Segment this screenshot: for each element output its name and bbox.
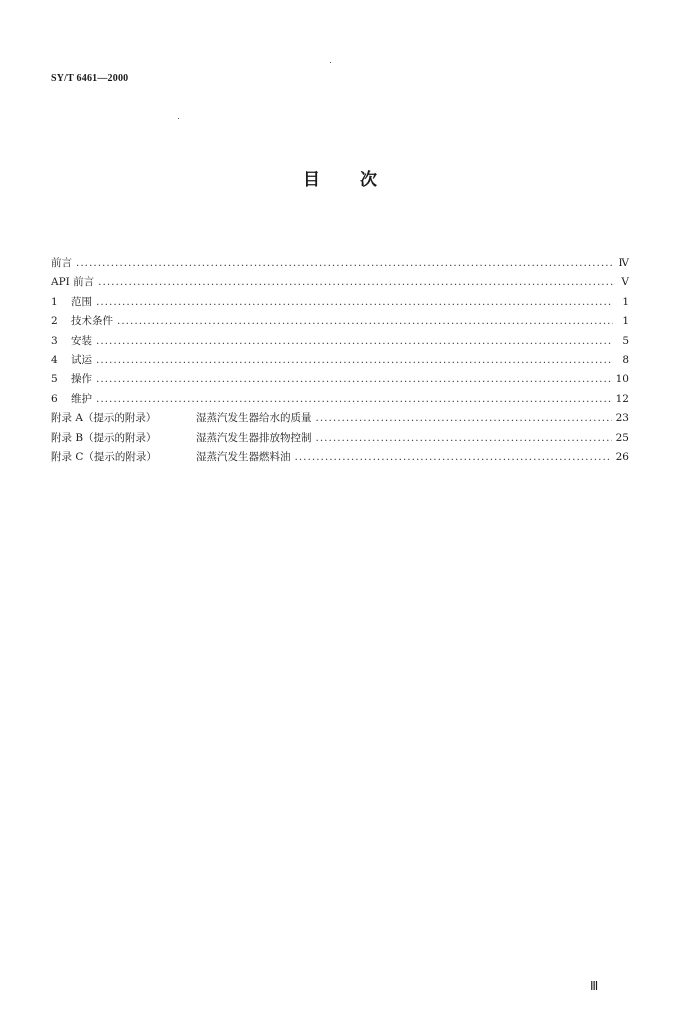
dot-leader xyxy=(96,373,612,385)
appendix-title: 湿蒸汽发生器燃料油 xyxy=(196,450,291,463)
toc-entry-number: 5 xyxy=(51,373,58,386)
dot-leader xyxy=(96,335,613,347)
page-title xyxy=(0,165,680,190)
toc-entry-appendix-c[interactable] xyxy=(51,449,629,468)
toc-entry-appendix-b[interactable] xyxy=(51,430,629,449)
standard-code: SY/T 6461—2000 xyxy=(51,73,129,84)
dot-leader xyxy=(295,451,612,463)
toc-entry-number: 1 xyxy=(51,295,58,308)
appendix-title: 湿蒸汽发生器排放物控制 xyxy=(196,431,312,444)
toc-entry-label: 前言 xyxy=(51,257,72,269)
dot-leader xyxy=(96,354,613,366)
title-char-2: 次 xyxy=(360,170,377,190)
scan-speck xyxy=(178,118,179,119)
toc-entry-page: 10 xyxy=(615,373,629,386)
toc-entry-installation[interactable] xyxy=(51,333,629,352)
toc-entry-label: 安装 xyxy=(71,334,92,347)
dot-leader xyxy=(117,315,613,327)
toc-entry-appendix-a[interactable] xyxy=(51,410,629,429)
dot-leader xyxy=(316,432,612,444)
toc-entry-page: Ⅳ xyxy=(618,257,629,269)
toc-entry-page: 5 xyxy=(622,334,629,347)
toc-entry-page: 1 xyxy=(622,295,629,308)
appendix-title: 湿蒸汽发生器给水的质量 xyxy=(196,412,312,425)
scan-speck xyxy=(330,62,331,63)
toc-entry-page: 25 xyxy=(615,431,629,444)
toc-entry-number: 2 xyxy=(51,315,58,328)
dot-leader xyxy=(96,393,612,405)
appendix-label: 附录 A（提示的附录） xyxy=(51,412,157,425)
toc-entry-api-foreword[interactable] xyxy=(51,274,629,293)
title-char-1: 目 xyxy=(303,170,320,190)
dot-leader xyxy=(98,276,613,288)
table-of-contents xyxy=(51,255,629,468)
toc-entry-label: 试运 xyxy=(71,353,92,366)
toc-entry-label: 范围 xyxy=(71,295,92,308)
dot-leader xyxy=(76,257,613,269)
toc-entry-page: 26 xyxy=(615,450,629,463)
toc-entry-page: 23 xyxy=(615,412,629,425)
toc-entry-trial-run[interactable] xyxy=(51,352,629,371)
dot-leader xyxy=(316,412,612,424)
toc-entry-label: 操作 xyxy=(71,373,92,386)
toc-entry-maintenance[interactable] xyxy=(51,391,629,410)
appendix-label: 附录 B（提示的附录） xyxy=(51,431,157,444)
toc-entry-label: 维护 xyxy=(71,392,92,405)
toc-entry-number: 6 xyxy=(51,392,58,405)
toc-entry-label: 技术条件 xyxy=(71,315,113,328)
toc-entry-scope[interactable] xyxy=(51,294,629,313)
toc-entry-page: 1 xyxy=(622,315,629,328)
toc-entry-page: 12 xyxy=(615,392,629,405)
toc-entry-number: 3 xyxy=(51,334,58,347)
toc-entry-label: API 前言 xyxy=(51,276,95,289)
toc-entry-number: 4 xyxy=(51,353,58,366)
toc-entry-page: 8 xyxy=(622,353,629,366)
toc-entry-page: Ⅴ xyxy=(621,276,629,289)
toc-entry-foreword[interactable] xyxy=(51,255,629,274)
toc-entry-operation[interactable] xyxy=(51,371,629,390)
page-number: Ⅲ xyxy=(590,979,599,993)
dot-leader xyxy=(96,296,613,308)
appendix-label: 附录 C（提示的附录） xyxy=(51,450,157,463)
toc-entry-technical-conditions[interactable] xyxy=(51,313,629,332)
